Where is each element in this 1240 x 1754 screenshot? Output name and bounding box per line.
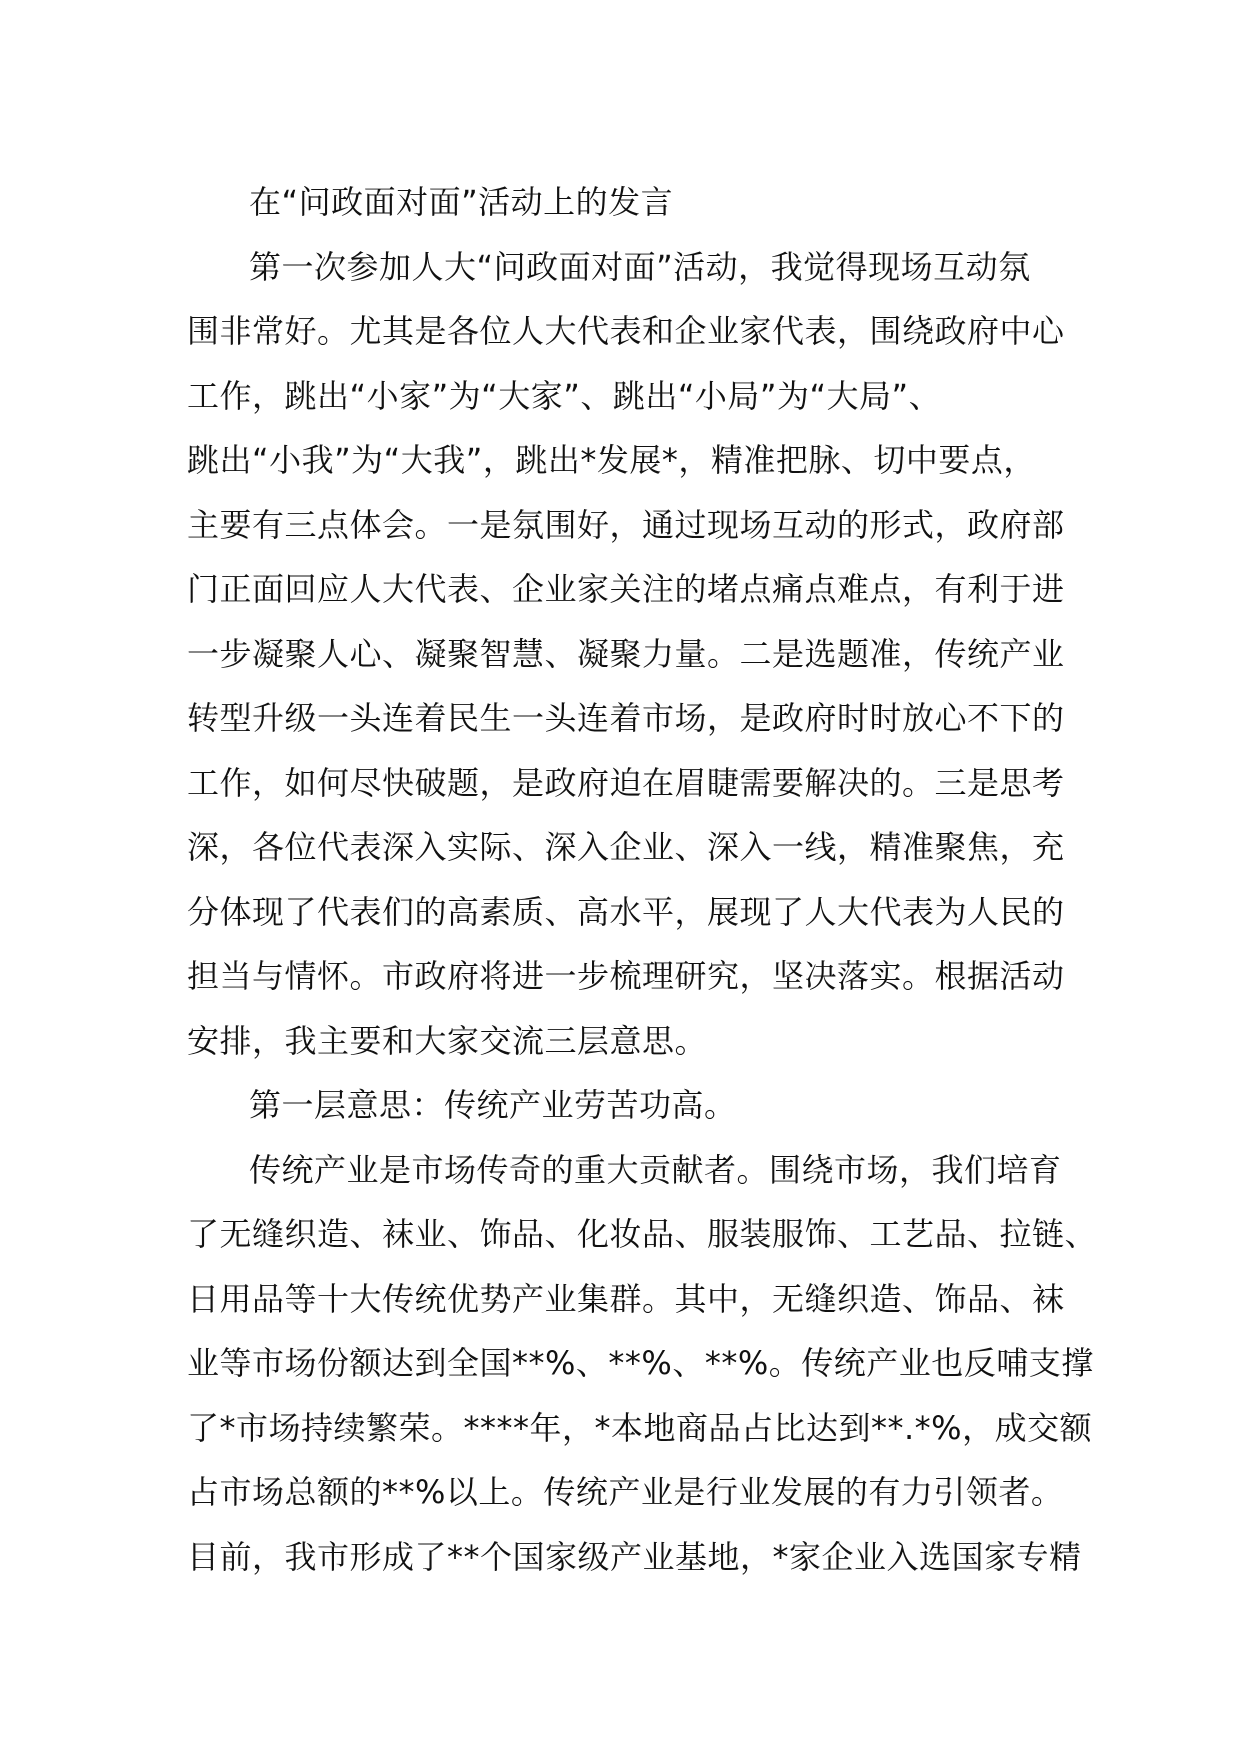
paragraph-line: 日用品等十大传统优势产业集群。其中，无缝织造、饰品、袜 [187,1279,1065,1318]
paragraph-line: 分体现了代表们的高素质、高水平，展现了人大代表为人民的 [187,892,1065,931]
document-title: 在“问政面对面”活动上的发言 [249,183,674,221]
document-body [187,170,1098,1589]
paragraph-line: 业等市场份额达到全国**%、**%、**%。传统产业也反哺支撑 [187,1344,1094,1382]
paragraph-line: 门正面回应人大代表、企业家关注的堵点痛点难点，有利于进 [187,570,1065,608]
paragraph-line: 占市场总额的**%以上。传统产业是行业发展的有力引领者。 [187,1473,1064,1511]
paragraph-line: 了*市场持续繁荣。****年，*本地商品占比达到**.*%，成交额 [187,1408,1093,1447]
paragraph-line: 一步凝聚人心、凝聚智慧、凝聚力量。二是选题准，传统产业 [187,634,1065,673]
paragraph-line: 传统产业是市场传奇的重大贡献者。围绕市场，我们培育 [249,1150,1062,1189]
paragraph-line: 安排，我主要和大家交流三层意思。 [187,1021,708,1060]
paragraph-line: 工作，跳出“小家”为“大家”、跳出“小局”为“大局”、 [187,376,942,415]
section-heading: 第一层意思：传统产业劳苦功高。 [249,1086,737,1124]
paragraph-line: 转型升级一头连着民生一头连着市场，是政府时时放心不下的 [187,699,1065,737]
paragraph-line: 工作，如何尽快破题，是政府迫在眉睫需要解决的。三是思考 [187,763,1065,802]
paragraph-line: 围非常好。尤其是各位人大代表和企业家代表，围绕政府中心 [187,312,1065,350]
paragraph-line: 了无缝织造、袜业、饰品、化妆品、服装服饰、工艺品、拉链、 [187,1215,1098,1253]
paragraph-line: 担当与情怀。市政府将进一步梳理研究，坚决落实。根据活动 [187,957,1065,995]
paragraph-line: 第一次参加人大“问政面对面”活动，我觉得现场互动氛 [249,247,1031,286]
paragraph-line: 主要有三点体会。一是氛围好，通过现场互动的形式，政府部 [187,505,1065,544]
paragraph-line: 深，各位代表深入实际、深入企业、深入一线，精准聚焦，充 [187,828,1065,866]
paragraph-line: 目前，我市形成了**个国家级产业基地，*家企业入选国家专精 [187,1537,1082,1576]
paragraph-line: 跳出“小我”为“大我”，跳出*发展*，精准把脉、切中要点， [187,441,1036,479]
